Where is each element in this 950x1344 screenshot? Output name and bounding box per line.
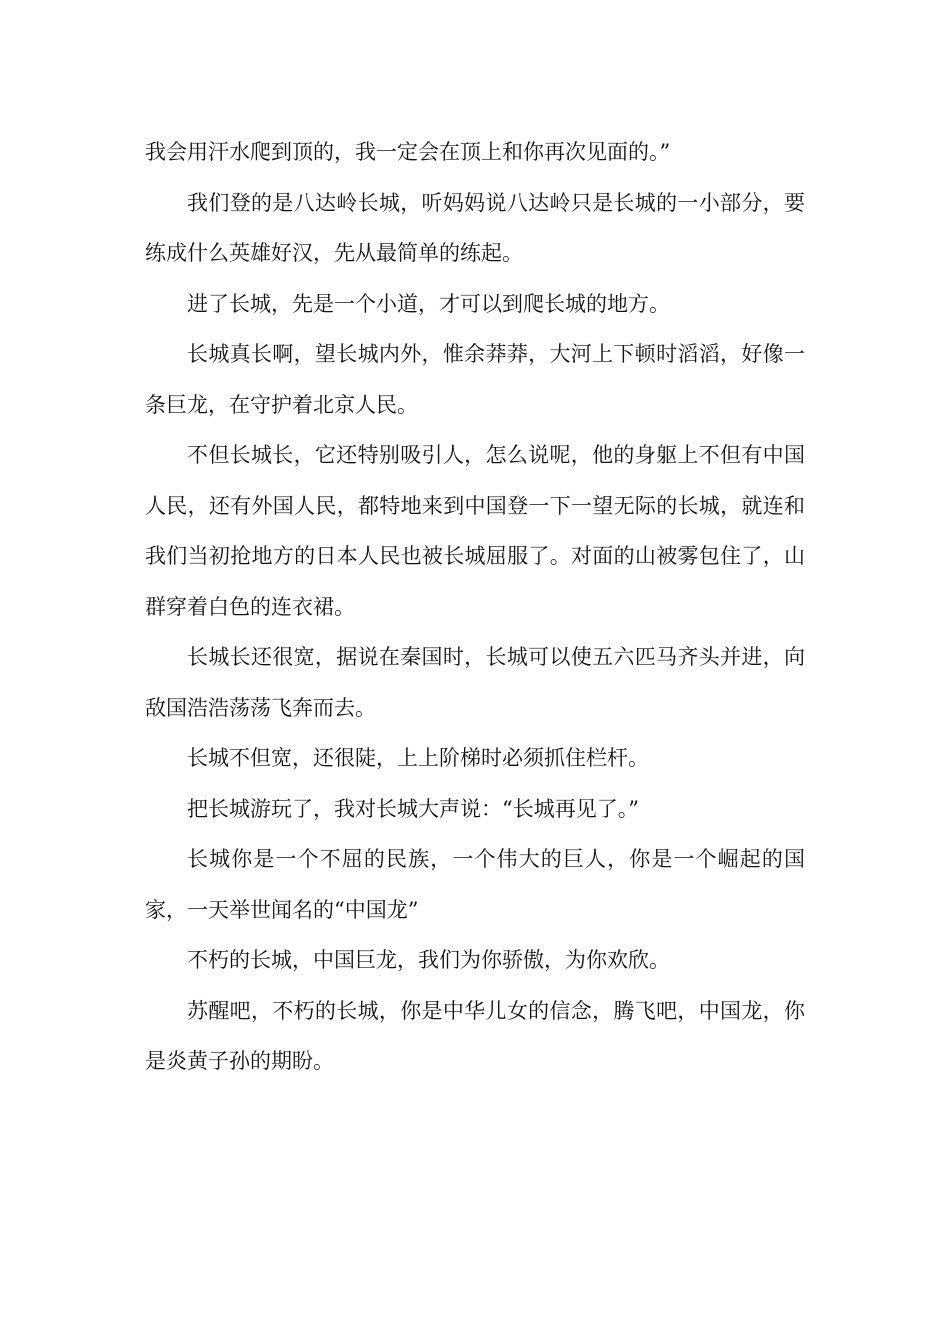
paragraph-6: 长城长还很宽，据说在秦国时，长城可以使五六匹马齐头并进，向敌国浩浩荡荡飞奔而去。 [145,645,805,720]
paragraph-2: 我们登的是八达岭长城，听妈妈说八达岭只是长城的一小部分，要练成什么英雄好汉，先从最简单的练起。 [145,190,805,265]
paragraph-9: 长城你是一个不屈的民族，一个伟大的巨人，你是一个崛起的国家，一天举世闻名的“中国龙” [145,847,805,922]
essay-body [145,127,805,1087]
paragraph-4: 长城真长啊，望长城内外，惟余莽莽，大河上下顿时滔滔，好像一条巨龙，在守护着北京人民。 [145,342,805,417]
paragraph-10: 不朽的长城，中国巨龙，我们为你骄傲，为你欢欣。 [187,948,670,972]
paragraph-11: 苏醒吧，不朽的长城，你是中华儿女的信念，腾飞吧，中国龙，你是炎黄子孙的期盼。 [145,998,805,1073]
paragraph-1: 我会用汗水爬到顶的，我一定会在顶上和你再次见面的。” [145,140,671,164]
paragraph-3: 进了长城，先是一个小道，才可以到爬长城的地方。 [187,291,670,316]
paragraph-7: 长城不但宽，还很陡，上上阶梯时必须抓住栏杆。 [187,746,649,770]
paragraph-8: 把长城游玩了，我对长城大声说：“长城再见了。” [187,796,639,821]
paragraph-5: 不但长城长，它还特别吸引人，怎么说呢，他的身躯上不但有中国人民，还有外国人民，都特地来到中国登一下一望无际的长城，就连和我们当初抢地方的日本人民也被长城屈服了。对面的山被雾包住了，山群穿着白色的连衣裙。 [145,443,805,619]
